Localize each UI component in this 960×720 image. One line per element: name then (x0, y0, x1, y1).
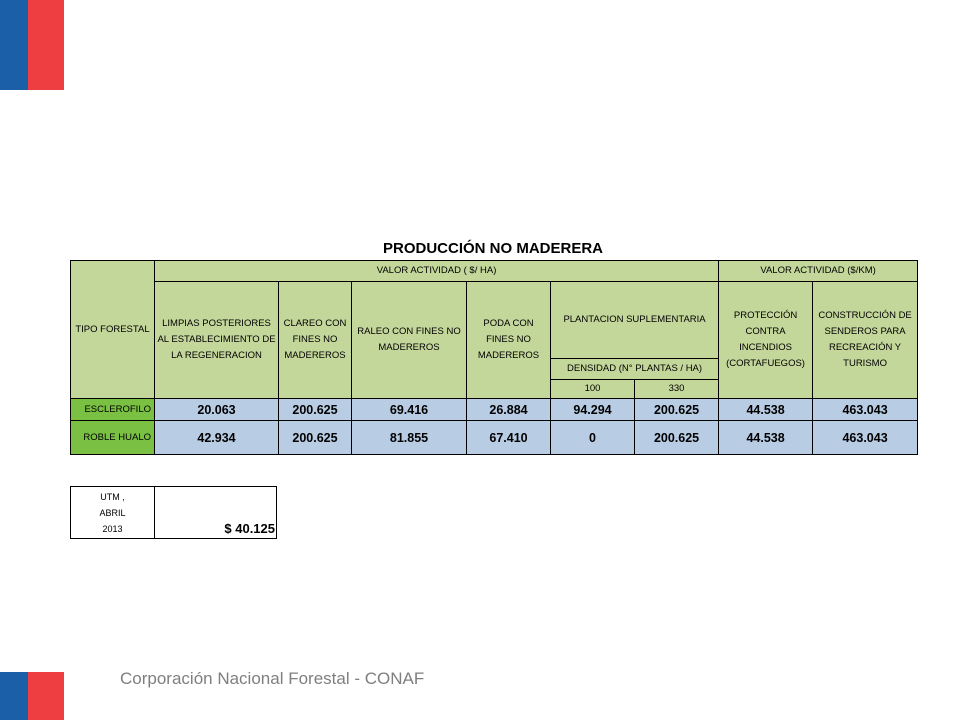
value-cell: 0 (551, 421, 635, 455)
header-raleo: RALEO CON FINES NO MADEREROS (352, 282, 467, 399)
table-row (71, 421, 918, 455)
value-cell: 463.043 (813, 421, 918, 455)
header-valor-ha: VALOR ACTIVIDAD ( $/ HA) (155, 261, 719, 282)
flag-decoration-bottom (0, 672, 64, 720)
header-plantacion: PLANTACION SUPLEMENTARIA (551, 282, 719, 359)
value-cell: 200.625 (635, 399, 719, 421)
flag-decoration-top (0, 0, 64, 90)
header-tipo-forestal: TIPO FORESTAL (71, 261, 155, 399)
header-clareo: CLAREO CON FINES NO MADEREROS (279, 282, 352, 399)
utm-label-line2: ABRIL (99, 507, 126, 518)
header-limpias: LIMPIAS POSTERIORES AL ESTABLECIMIENTO DE LA REGENERACION (155, 282, 279, 399)
utm-value: $ 40.125 (155, 487, 277, 539)
utm-label (71, 487, 155, 539)
value-cell: 26.884 (467, 399, 551, 421)
utm-label-line3: 2013 (102, 523, 123, 534)
table-title: PRODUCCIÓN NO MADERERA (382, 240, 603, 257)
header-densidad-330: 330 (635, 380, 719, 399)
header-proteccion: PROTECCIÓN CONTRA INCENDIOS (CORTAFUEGOS) (719, 282, 813, 399)
header-poda: PODA CON FINES NO MADEREROS (467, 282, 551, 399)
header-densidad: DENSIDAD (N° PLANTAS / HA) (551, 359, 719, 380)
value-cell: 20.063 (155, 399, 279, 421)
header-densidad-100: 100 (551, 380, 635, 399)
value-cell: 200.625 (279, 421, 352, 455)
header-construccion: CONSTRUCCIÓN DE SENDEROS PARA RECREACIÓN Y TURISMO (813, 282, 918, 399)
production-table (70, 260, 918, 455)
utm-table (70, 486, 277, 539)
value-cell: 81.855 (352, 421, 467, 455)
value-cell: 44.538 (719, 399, 813, 421)
value-cell: 67.410 (467, 421, 551, 455)
value-cell: 200.625 (279, 399, 352, 421)
row-tipo: ROBLE HUALO (71, 421, 155, 455)
header-valor-km: VALOR ACTIVIDAD ($/KM) (719, 261, 918, 282)
value-cell: 44.538 (719, 421, 813, 455)
value-cell: 463.043 (813, 399, 918, 421)
utm-label-line1: UTM , (100, 491, 125, 502)
value-cell: 42.934 (155, 421, 279, 455)
row-tipo: ESCLEROFILO (71, 399, 155, 421)
table-row (71, 399, 918, 421)
value-cell: 69.416 (352, 399, 467, 421)
footer-text: Corporación Nacional Forestal - CONAF (120, 669, 425, 688)
value-cell: 200.625 (635, 421, 719, 455)
value-cell: 94.294 (551, 399, 635, 421)
